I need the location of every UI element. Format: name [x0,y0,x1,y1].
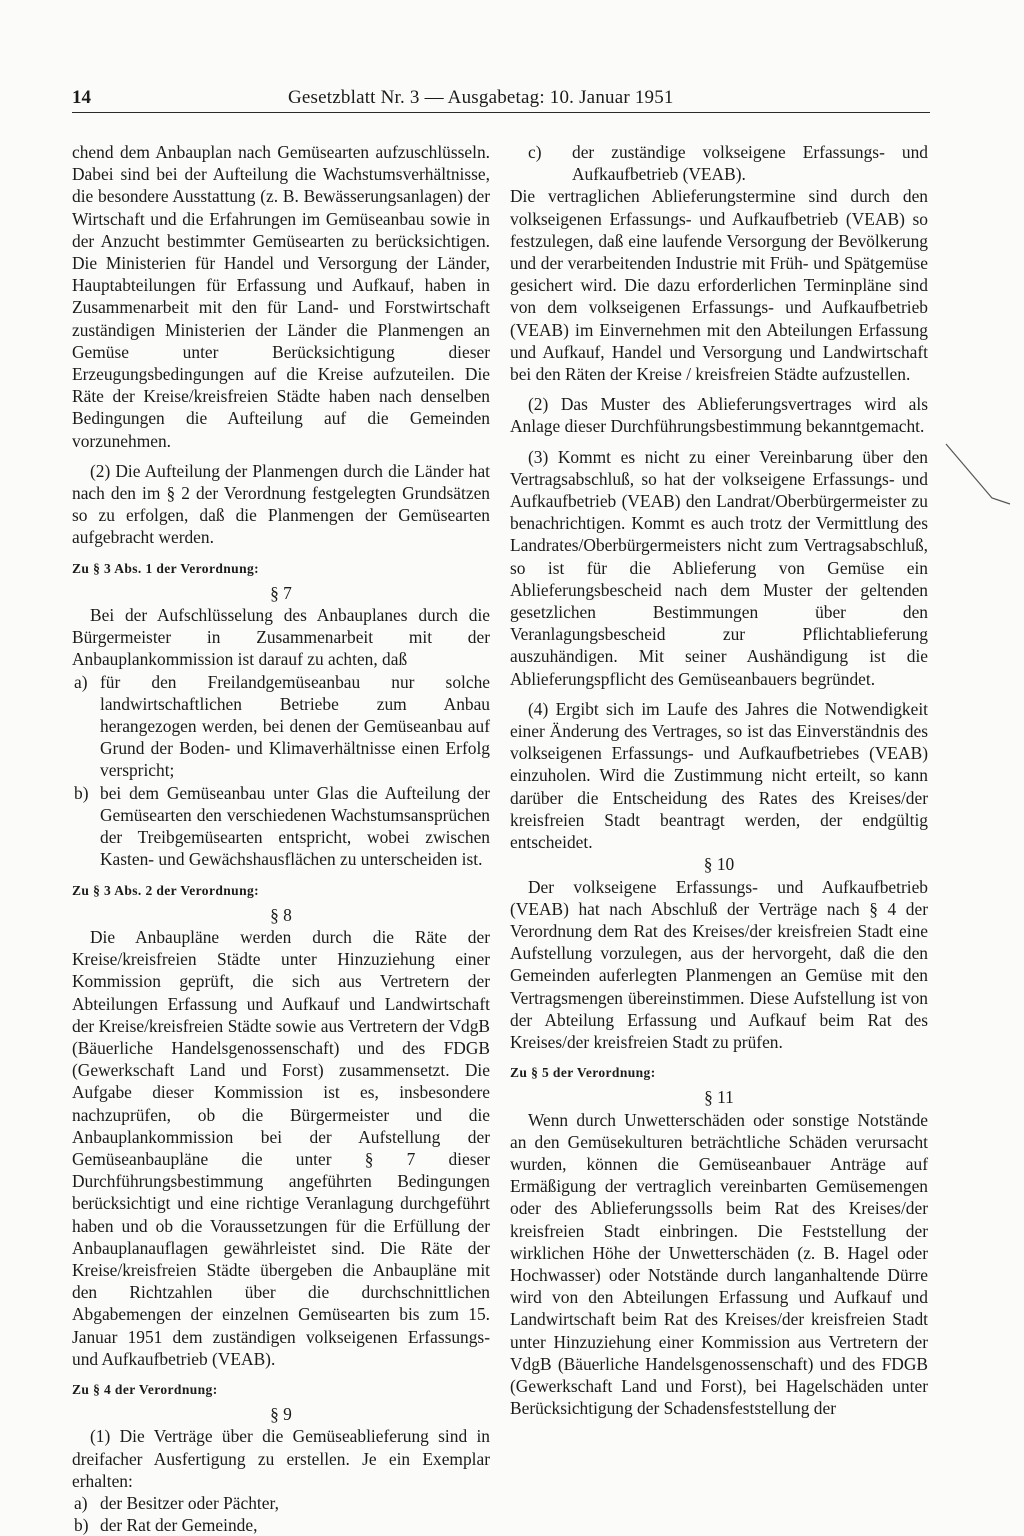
list-item-text: für den Freilandgemüseanbau nur solche landwirtschaftlichen Betriebe zum Anbau herangezogen werden, bei denen der Gemüseanbau auf Grund der Boden- und Klimaverhältnisse einen Erfolg verspricht; [100,671,490,781]
paragraph: Die vertraglichen Ablieferungstermine sind durch den volkseigenen Erfassungs- und Aufkaufbetrieb (VEAB) so festzulegen, daß eine laufende Versorgung der Bevölkerung und der verarbeitenden Industrie mit Früh- und Spätgemüse gesichert wird. Die dazu erforderlichen Terminpläne sind von dem volkseigenen Erfassungs- und Aufkaufbetrieb (VEAB) im Einvernehmen mit den Abteilungen Erfassung und Aufkauf, Handel und Versorgung und Landwirtschaft bei den Räten der Kreise / kreisfreien Städte aufzustellen. [510,186,928,385]
paragraph: Der volkseigene Erfassungs- und Aufkaufbetrieb (VEAB) hat nach Abschluß der Verträge nach § 4 der Verordnung dem Rat des Kreises/der kreisfreien Stadt eine Aufstellung vorzulegen, aus der hervorgeht, daß die den Gemeinden auferlegten Planmengen an Gemüse mit den Vertragsmengen übereinstimmen. Diese Aufstellung ist von der Abteilung Erfassung und Aufkauf beim Rat des Kreises/der kreisfreien Stadt zu prüfen. [510,876,928,1052]
paragraph: (2) Das Muster des Ablieferungsvertrages wird als Anlage dieser Durchführungsbestimmung bekanntgemacht. [510,394,928,437]
list-item [72,671,490,782]
list-item-text: der zuständige volkseigene Erfassungs- und Aufkaufbetrieb (VEAB). [572,142,928,185]
section-number: § 8 [270,904,292,925]
section-number: § 10 [703,854,735,875]
list-item [72,1514,490,1536]
right-column [510,141,928,1419]
page-number: 14 [72,87,91,108]
section-heading: Zu § 3 Abs. 2 der Verordnung: [72,882,260,898]
section-number: § 11 [704,1087,734,1108]
section-number: § 9 [270,1404,292,1425]
margin-pen-mark [944,442,1014,522]
list-marker: c) [528,142,542,162]
list-item [510,141,928,185]
paragraph: Die Anbaupläne werden durch die Räte der Kreise/kreisfreien Städte unter Hinzuziehung einer Kommission geprüft, die sich aus Vertretern der Abteilungen Erfassung und Aufkauf und Landwirtschaft der Kreise/kreisfreien Städte sowie aus Vertretern der VdgB (Bäuerliche Handelsgenossenschaft) und des FDGB (Gewerkschaft Land und Forst) zusammensetzt. Die Aufgabe dieser Kommission ist es, insbesondere nachzuprüfen, ob die Bürgermeister und die Anbauplankommission bei der Aufstellung der Gemüseanbaupläne die unter § 7 dieser Durchführungsbestimmung angeführten Bedingungen berücksichtigt und eine richtige Veranlagung durchgeführt haben und ob die Voraussetzungen für die Erfüllung der Anbauplanauflagen gewährleistet sind. Die Räte der Kreise/kreisfreien Städte übergeben die Anbaupläne mit den Richtzahlen über die durchschnittlichen Abgabemengen der einzelnen Gemüsearten bis zum 15. Januar 1951 dem zuständigen volkseigenen Erfassungs- und Aufkaufbetrieb (VEAB). [72,926,490,1369]
paragraph: Wenn durch Unwetterschäden oder sonstige Notstände an den Gemüsekulturen beträchtliche Schäden verursacht wurden, können die Gemüseanbauer Anträge auf Ermäßigung der vertraglich vereinbarten Gemüsemengen oder des Ablieferungssolls beim Rat des Kreises/der kreisfreien Stadt einbringen. Die Feststellung der wirklichen Höhe der Unwetterschäden (z. B. Hagel oder Hochwasser) oder Notstände durch langanhaltende Dürre wird von den Abteilungen Erfassung und Aufkauf und Landwirtschaft beim Rat des Kreises/der kreisfreien Stadt unter Hinzuziehung einer Kommission aus Vertretern der VdgB (Bäuerliche Handelsgenossenschaft) und des FDGB (Gewerkschaft Land und Forst), bei Hagelschäden unter Berücksichtigung der Schadensfeststellung der [510,1109,928,1419]
section-heading: Zu § 4 der Verordnung: [72,1381,218,1397]
list-marker: b) [74,782,89,803]
paragraph: (3) Kommt es nicht zu einer Vereinbarung über den Vertragsabschluß, so hat der volkseigene Erfassungs- und Aufkaufbetrieb (VEAB) den Landrat/Oberbürgermeister zu benachrichtigen. Kommt es auch trotz der Vermittlung des Landrates/Oberbürgermeisters nicht zum Vertragsabschluß, so ist für die Ablieferung von Gemüse ein Ablieferungsbescheid nach dem Muster der geltenden gesetzlichen Bestimmungen über den Veranlagungsbescheid zur Pflichtablieferung auszuhändigen. Mit seiner Aushändigung ist die Ablieferungspflicht des Gemüseanbauers begründet. [510,446,928,689]
running-header [72,84,930,113]
paragraph: (1) Die Verträge über die Gemüseablieferung sind in dreifacher Ausfertigung zu erstellen. Je ein Exemplar erhalten: [72,1426,490,1491]
list [72,1492,490,1536]
paragraph: Bei der Aufschlüsselung des Anbauplanes durch die Bürgermeister in Zusammenarbeit mit der Anbauplankommission ist darauf zu achten, daß [72,605,490,670]
list-item [72,1492,490,1514]
running-title: Gesetzblatt Nr. 3 — Ausgabetag: 10. Januar 1951 [288,87,674,108]
list-marker: a) [74,1492,88,1513]
paragraph: chend dem Anbauplan nach Gemüsearten aufzuschlüsseln. Dabei sind bei der Aufteilung die Wachstumsverhältnisse, die besondere Ausstattung (z. B. Bewässerungsanlagen) der Wirtschaft und die Erfahrungen im Gemüseanbau sowie in der Anzucht bestimmter Gemüsearten zu berücksichtigen. Die Ministerien für Handel und Versorgung der Länder, Hauptabteilungen für Erfassung und Aufkauf, haben in Zusammenarbeit mit den für Land- und Forstwirtschaft zuständigen Ministerien der Länder die Planmengen an Gemüse unter Berücksichtigung dieser Erzeugungsbedingungen auf die Kreise aufzuteilen. Die Räte der Kreise/kreisfreien Städte haben nach denselben Bedingungen die Aufteilung auf die Gemeinden vorzunehmen. [72,142,490,451]
list-item-text: der Rat der Gemeinde, [100,1515,258,1536]
section-heading: Zu § 3 Abs. 1 der Verordnung: [72,560,260,576]
paragraph: (2) Die Aufteilung der Planmengen durch die Länder hat nach den im § 2 der Verordnung festgelegten Grundsätzen so zu erfolgen, daß die Planmengen der Gemüsearten aufgebracht werden. [72,460,490,548]
list-item-text: bei dem Gemüseanbau unter Glas die Aufteilung der Gemüsearten den verschiedenen Wachstumsansprüchen der Treibgemüsearten entspricht, wobei zwischen Kasten- und Gewächshausflächen zu unterscheiden ist. [100,782,490,870]
list-item [72,782,490,871]
left-column [72,141,490,1536]
section-heading: Zu § 5 der Verordnung: [510,1065,656,1081]
paragraph: (4) Ergibt sich im Laufe des Jahres die Notwendigkeit einer Änderung des Vertrages, so ist das Einverständnis des volkseigenen Erfassungs- und Aufkaufbetriebes (VEAB) einzuholen. Wird die Zustimmung nicht erteilt, so kann darüber die Entscheidung des Rates des Kreises/der kreisfreien Stadt beantragt werden, der endgültig entscheidet. [510,698,928,853]
list [72,671,490,871]
list-marker: b) [74,1515,89,1536]
list-marker: a) [74,671,88,692]
list-item-text: der Besitzer oder Pächter, [100,1492,279,1513]
section-number: § 7 [270,582,292,603]
